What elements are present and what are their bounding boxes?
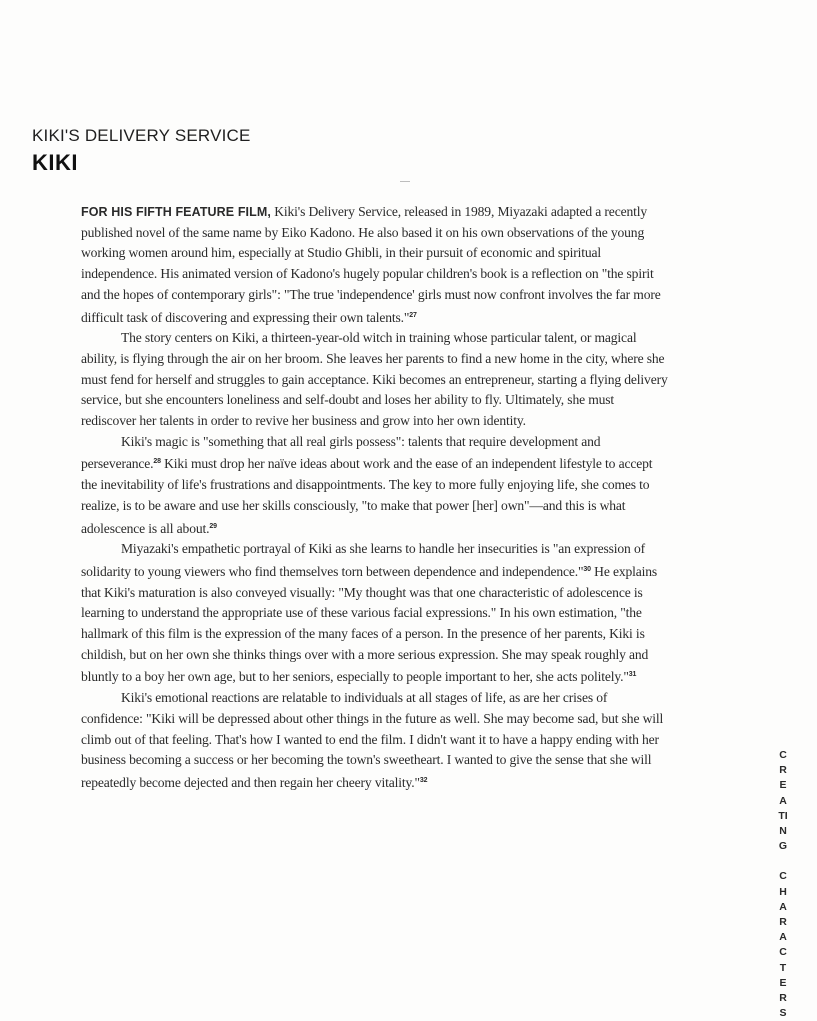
footnote-ref: 28 bbox=[153, 458, 161, 466]
paragraph-3-text-b: Kiki must drop her naïve ideas about work and the ease of an independent lifestyle to accept the inevitability of life's frustrations and disappointments. The key to more fully enjoying life, she comes to realize, is to be aware and use her skills consciously, "to make that power [her] own"—and this is what adolescence is all about. bbox=[81, 456, 653, 536]
paragraph-3-text-a: Kiki's magic is "something that all real girls possess": talents that require development and perseverance. bbox=[81, 433, 601, 472]
paragraph-2-text: The story centers on Kiki, a thirteen-year-old witch in training whose particular talent, or magical ability, is flying through the air on her broom. She leaves her parents to find a new home in the city, where she must fend for herself and struggles to gain acceptance. Kiki becomes an entrepreneur, starting a flying delivery service, but she encounters loneliness and self-doubt and loses her ability to fly. Ultimately, she must rediscover her talents in order to revive her business and grow into her own identity. bbox=[81, 330, 668, 429]
footnote-ref: 27 bbox=[409, 311, 417, 319]
decorative-mark bbox=[400, 181, 410, 182]
article-body bbox=[81, 202, 671, 794]
sidebar-gap bbox=[777, 854, 789, 869]
paragraph-4-text-a: Miyazaki's empathetic portrayal of Kiki as she learns to handle her insecurities is "an expression of solidarity to young viewers who find themselves torn between dependence and independence." bbox=[81, 541, 645, 579]
lead-in: FOR HIS FIFTH FEATURE FILM, bbox=[81, 205, 271, 219]
paragraph-2 bbox=[81, 328, 671, 432]
paragraph-4-text-b: He explains that Kiki's maturation is also conveyed visually: "My thought was that one characteristic of adolescence is learning to understand the appropriate use of these various facial expressions." In his own estimation, "the hallmark of this film is the expression of the many faces of a person. In the presence of her parents, Kiki is childish, but on her own she thinks things over with a more serious expression. She may speak roughly and bluntly to a boy her own age, but to her seniors, especially to people important to her, she acts politely." bbox=[81, 563, 658, 685]
footnote-ref: 32 bbox=[419, 776, 428, 784]
sidebar-word-characters: CHARACTERS bbox=[779, 870, 787, 1020]
footnote-ref: 31 bbox=[628, 671, 637, 679]
section-sidebar-label bbox=[777, 748, 789, 1021]
paragraph-1-text: Kiki's Delivery Service, released in 1989, Miyazaki adapted a recently published novel of the same name by Eiko Kadono. He also based it on his own observations of the young working women around him, especially at Studio Ghibli, in their pursuit of economic and spiritual independence. His animated version of Kadono's hugely popular children's book is a reflection on "the spirit and the hopes of contemporary girls": "The true 'independence' girls must now confront involves the far more difficult task of discovering and expressing their own talents." bbox=[81, 204, 661, 325]
paragraph-5 bbox=[81, 688, 671, 794]
paragraph-3 bbox=[81, 432, 671, 540]
paragraph-4 bbox=[81, 539, 671, 688]
footnote-ref: 30 bbox=[583, 565, 591, 573]
paragraph-5-text: Kiki's emotional reactions are relatable to individuals at all stages of life, as are her crises of confidence: "Kiki will be depressed about other things in the future as well. She may become sad, but she will climb out of that feeling. That's how I wanted to end the film. I didn't want it to have a happy ending with her business becoming a success or her becoming the town's sweetheart. I wanted to give the sense that she will repeatedly become dejected and then regain her cheery vitality." bbox=[81, 690, 664, 790]
footnote-ref: 29 bbox=[209, 522, 217, 530]
paragraph-1 bbox=[81, 202, 671, 328]
sidebar-word-creating: CREATING bbox=[778, 749, 788, 853]
page-title: KIKI bbox=[32, 150, 78, 175]
section-subtitle: KIKI'S DELIVERY SERVICE bbox=[32, 126, 251, 145]
